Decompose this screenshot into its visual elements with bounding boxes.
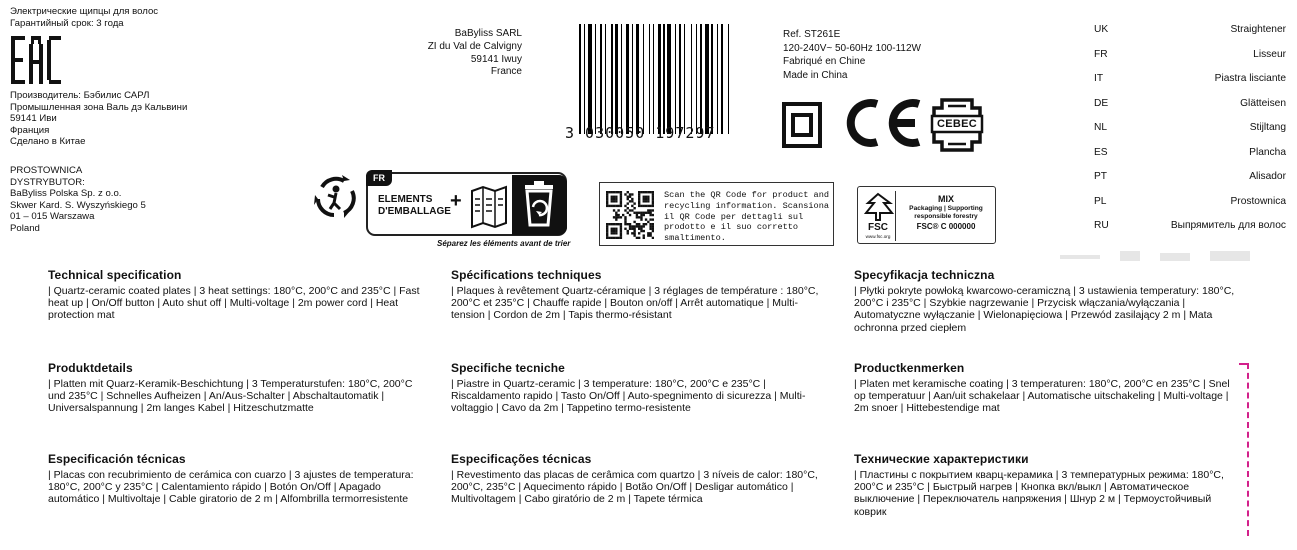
distributor-line: Poland [10,222,40,234]
barcode-bar [643,24,644,134]
spec-body: | Plaques à revêtement Quartz-céramique | 3 réglages de température : 180°C, 200°C et 235°C | Chauffe rapide | Bouton on/off | Arrêt automatique | Multi-tension | Cordon de 2m | Tapis thermo-résistant [451,285,819,322]
spec-title: Productkenmerken [854,361,965,375]
barcode-bar [728,24,729,134]
eac-mark [11,36,63,84]
spec-title: Specifiche tecniche [451,361,565,375]
double-insulation-icon [782,100,822,150]
language-name: Stijltang [1249,122,1286,133]
language-list [1094,24,1286,245]
language-row [1094,171,1286,196]
fsc-tree-icon [862,191,896,223]
spec-body: | Quartz-ceramic coated plates | 3 heat settings: 180°C, 200°C and 235°C | Fast heat up | On/Off button | Auto shut off | Multi-voltage | 2m power cord | Heat protection mat [48,285,420,322]
barcode-bar [615,24,617,134]
packaging-label [378,194,451,218]
producer-line: Франция [10,124,50,136]
barcode-bar [588,24,592,134]
distributor-line: PROSTOWNICA [10,165,83,176]
language-row [1094,98,1286,123]
language-name: Lisseur [1253,48,1286,60]
company-line: ZI du Val de Calvigny [427,40,522,52]
spec-title: Technical specification [48,268,182,282]
fsc-text [898,193,994,233]
barcode-bar [579,24,581,134]
language-name: Alisador [1249,171,1286,182]
spec-section-fr [451,268,831,322]
made-in-fr: Fabriqué en Chine [783,56,866,67]
language-row [1094,73,1286,98]
fsc-brand: FSC [868,222,888,233]
barcode-bar [626,24,630,134]
barcode-bar [663,24,664,134]
cropped-logo-fragment [1060,250,1260,262]
spec-body: | Płytki pokryte powłoką kwarcowo-ceramiczną | 3 ustawienia temperatury: 180°C, 200°C i 235°C | Szybkie nagrzewanie | Przycisk włączania/wyłączania | Automatyczne wyłączanie | Wielonapięciowa | Przewód zasilający 2 m | Mata ochronna przed ciepłem [854,285,1235,334]
plus-sign: + [450,190,462,212]
voltage: 120-240V~ 50-60Hz 100-112W [783,42,921,54]
cut-line [1239,363,1249,536]
barcode-bar [584,24,585,134]
language-code: RU [1094,220,1109,231]
fsc-code: FSC® C 000000 [916,222,976,231]
packaging-caption: Séparez les éléments avant de trier [437,239,571,248]
qr-info-box [599,182,834,246]
recycling-bin-icon [512,175,567,235]
language-name: Prostownica [1230,195,1286,207]
barcode-bar [649,24,650,134]
barcode-bar [675,24,676,134]
language-row [1094,49,1286,74]
barcode-bar [595,24,596,134]
barcode-bar [658,24,660,134]
fsc-line: Packaging | Supporting [909,205,983,212]
producer-line: Сделано в Китае [10,136,86,148]
ce-mark-icon [843,96,923,150]
qr-text: Scan the QR Code for product and recycling information. Scansiona il QR Code per dettagli sul prodotto e il suo corretto smaltimento. [664,190,830,244]
language-code: DE [1094,97,1109,109]
spec-body: | Platen met keramische coating | 3 temperaturen: 180°C, 200°C en 235°C | Snel op temperatuur | Aan/uit schakelaar | Automatische uitschakeling | Multi-voltage | 2m snoer | Hittebestendige mat [854,378,1230,415]
barcode-bar [667,24,671,134]
barcode-bar [621,24,622,134]
spec-body: | Piastre in Quartz-ceramic | 3 temperature: 180°C, 200°C e 235°C | Riscaldamento rapido | Tasto On/Off | Auto-spegnimento di sicurezza | Multi-voltaggio | Cavo da 2m | Tappetino termo-resistente [451,378,806,415]
barcode-bar [700,24,702,134]
language-row [1094,147,1286,172]
barcode-bar [636,24,638,134]
producer-line: 59141 Иви [10,113,57,125]
made-in-en: Made in China [783,69,848,81]
language-row [1094,122,1286,147]
spec-title: Spécifications techniques [451,268,602,282]
cebec-mark [928,98,986,152]
language-code: NL [1094,122,1108,133]
spec-title: Especificações técnicas [451,452,592,466]
spec-section-es [48,452,428,506]
fr-badge-label: FR [373,173,385,183]
cebec-label: CEBEC [936,118,977,130]
spec-title: Specyfikacja techniczna [854,268,995,282]
reference-info [783,28,921,82]
distributor-line: DYSTRYBUTOR: [10,176,85,188]
barcode-bar [653,24,654,134]
company-address [380,28,522,79]
distributor-line: BaByliss Polska Sp. z o.o. [10,188,122,200]
spec-body: | Пластины с покрытием кварц-керамика | 3 температурных режима: 180°C, 200°C и 235°C | Быстрый нагрев | Кнопка вкл/выкл | Автоматическое выключение | Переключатель напряжения | Шнур 2 м | Термоустойчивый коврик [854,469,1224,518]
company-line: 59141 Iwuy [470,53,522,65]
language-code: PL [1094,195,1107,207]
spec-section-it [451,361,831,415]
company-name: BaByliss SARL [454,28,522,39]
warranty-ru: Гарантийный срок: 3 года [10,17,124,29]
language-code: IT [1094,73,1104,84]
barcode-bar [611,24,612,134]
fsc-mix: MIX [937,194,954,204]
language-name: Glätteisen [1240,97,1286,109]
barcode-bar [711,24,712,134]
spec-title: Especificación técnicas [48,452,186,466]
spec-title: Produktdetails [48,361,133,375]
producer-line: Промышленная зона Валь дэ Кальвини [10,101,188,113]
spec-section-pl [854,268,1244,334]
barcode-bar [679,24,681,134]
language-row [1094,220,1286,245]
barcode-bar [632,24,633,134]
spec-body: | Platten mit Quarz-Keramik-Beschichtung | 3 Temperaturstufen: 180°C, 200°C und 235°C | Schnelles Aufheizen | An/Aus-Schalter | Abschaltautomatik | Universalspannung | 2m langes Kabel | Hitzeschutzmatte [48,378,413,415]
language-row [1094,196,1286,221]
spec-body: | Placas con recubrimiento de cerámica con cuarzo | 3 ajustes de temperatura: 180°C, 200°C y 235°C | Calentamiento rápido | Botón On/Off | Apagado automático | Multivoltaje | Cable giratorio de 2 m | Alfombrilla termorresistente [48,469,414,506]
fsc-line: responsible forestry [914,213,978,220]
fr-badge [366,170,392,186]
barcode-bars [579,24,719,134]
language-code: UK [1094,24,1109,35]
barcode-bar [721,24,723,134]
eac-icon [11,36,63,84]
spec-section-de [48,361,428,415]
spec-section-pt [451,452,831,506]
barcode-bar [691,24,692,134]
language-name: Выпрямитель для волос [1170,220,1286,231]
producer-line: Производитель: Бэбилис САРЛ [10,90,150,101]
language-code: ES [1094,146,1108,158]
barcode-bar [696,24,697,134]
fsc-box [857,186,996,244]
recycling-bin-panel [512,175,567,235]
barcode-bar [600,24,602,134]
barcode [565,24,745,144]
language-row [1094,24,1286,49]
company-line: France [490,66,522,78]
ref-number: Ref. ST261E [783,29,841,40]
fsc-logo [862,191,896,241]
packaging-label-line: ELEMENTS [378,194,433,205]
barcode-bar [705,24,709,134]
distributor-pl [10,165,146,235]
leaflet-icon [470,185,508,229]
language-name: Straightener [1230,24,1286,35]
distributor-line: 01 – 015 Warszawa [10,211,95,223]
qr-code-icon[interactable] [606,191,654,239]
language-code: PT [1094,171,1108,182]
packaging-label-line: D'EMBALLAGE [378,206,451,217]
language-name: Piastra lisciante [1214,73,1286,84]
language-name: Plancha [1249,146,1286,158]
barcode-bar [684,24,685,134]
barcode-bar [717,24,718,134]
spec-section-ru [854,452,1234,518]
distributor-line: Skwer Kard. S. Wyszyńskiego 5 [10,199,146,211]
spec-section-nl [854,361,1234,415]
russian-info [10,6,158,29]
barcode-bar [605,24,606,134]
spec-body: | Revestimento das placas de cerâmica com quartzo | 3 níveis de calor: 180°C, 200°C, 235°C | Aquecimento rápido | Botão On/Off | Desligar automático | Multivoltagem | Cabo giratório de 2 m | Tapete térmica [451,469,818,506]
product-name-ru: Электрические щипцы для волос [10,6,159,17]
spec-title: Технические характеристики [854,452,1029,466]
language-code: FR [1094,48,1108,60]
producer-ru [10,90,187,148]
recycle-person-icon [314,175,356,219]
barcode-digits: 3 030050 197297 [565,124,716,142]
spec-section-en [48,268,428,322]
fsc-site: www.fsc.org [865,234,891,239]
